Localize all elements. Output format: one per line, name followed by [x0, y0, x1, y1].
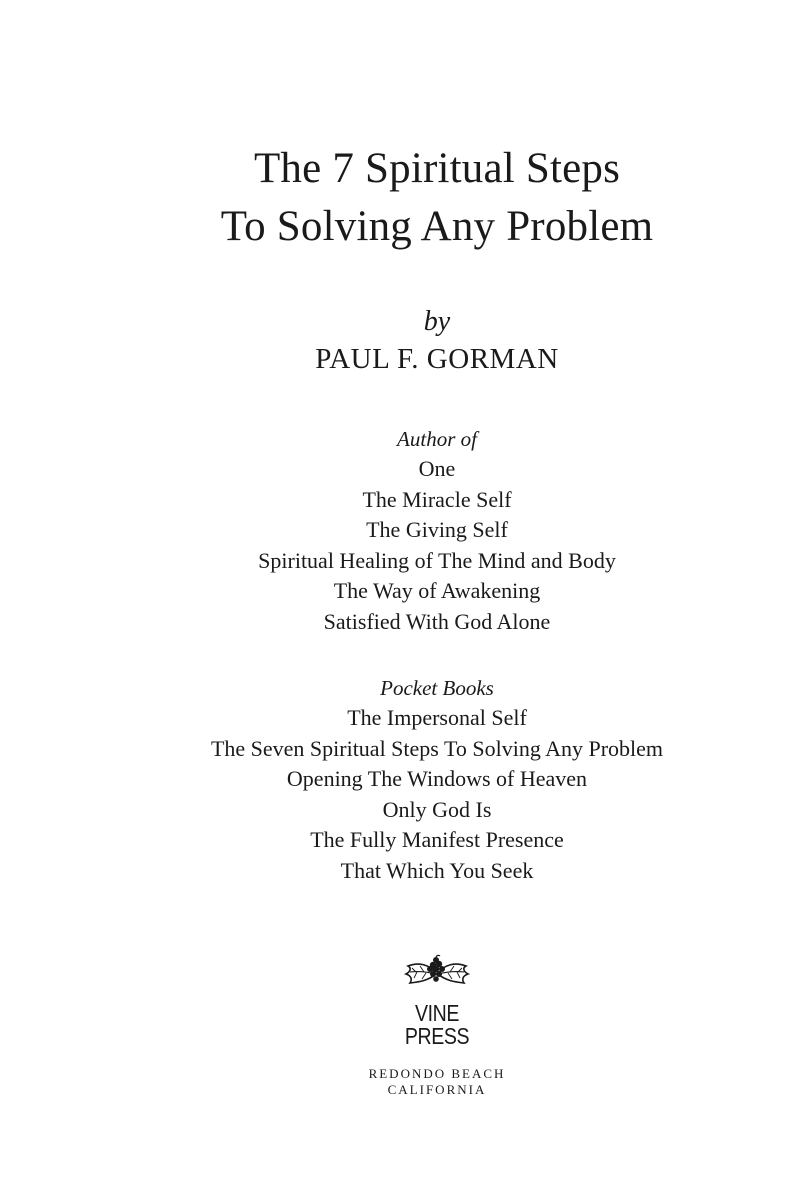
publisher-name-line-2: PRESS: [404, 1023, 470, 1049]
publisher-name-line-1: VINE: [415, 1000, 459, 1026]
book-list-item: The Fully Manifest Presence: [310, 827, 564, 853]
pocket-books-section: [0, 673, 800, 887]
book-list-item: One: [418, 456, 456, 481]
publisher-imprint: [0, 954, 800, 1098]
book-list-item: The Giving Self: [366, 517, 508, 543]
book-list-item: The Miracle Self: [362, 486, 512, 512]
author-name: PAUL F. GORMAN: [315, 343, 559, 375]
book-list-item: The Way of Awakening: [333, 578, 541, 604]
by-label: by: [423, 306, 451, 337]
book-list-item: Only God Is: [382, 796, 492, 822]
publisher-name: [66, 1002, 800, 1048]
book-title: [0, 140, 800, 256]
pocket-books-heading: Pocket Books: [380, 676, 494, 700]
publisher-location: [0, 1066, 800, 1098]
book-list-item: The Seven Spiritual Steps To Solving Any Problem: [210, 735, 664, 761]
book-title-line-1: The 7 Spiritual Steps: [253, 145, 621, 192]
book-list-item: Spiritual Healing of The Mind and Body: [258, 547, 616, 573]
author-of-heading: Author of: [397, 427, 477, 451]
book-list-item: The Impersonal Self: [347, 705, 527, 730]
book-list-item: Satisfied With God Alone: [323, 608, 551, 634]
publisher-location-city: REDONDO BEACH: [368, 1066, 506, 1081]
publisher-location-state: CALIFORNIA: [387, 1082, 487, 1097]
grape-vine-leaves-icon: [402, 954, 472, 990]
book-list-item: Opening The Windows of Heaven: [286, 766, 588, 792]
author-of-section: [0, 424, 800, 638]
book-title-line-2: To Solving Any Problem: [220, 203, 654, 250]
book-list-item: That Which You Seek: [340, 857, 534, 883]
